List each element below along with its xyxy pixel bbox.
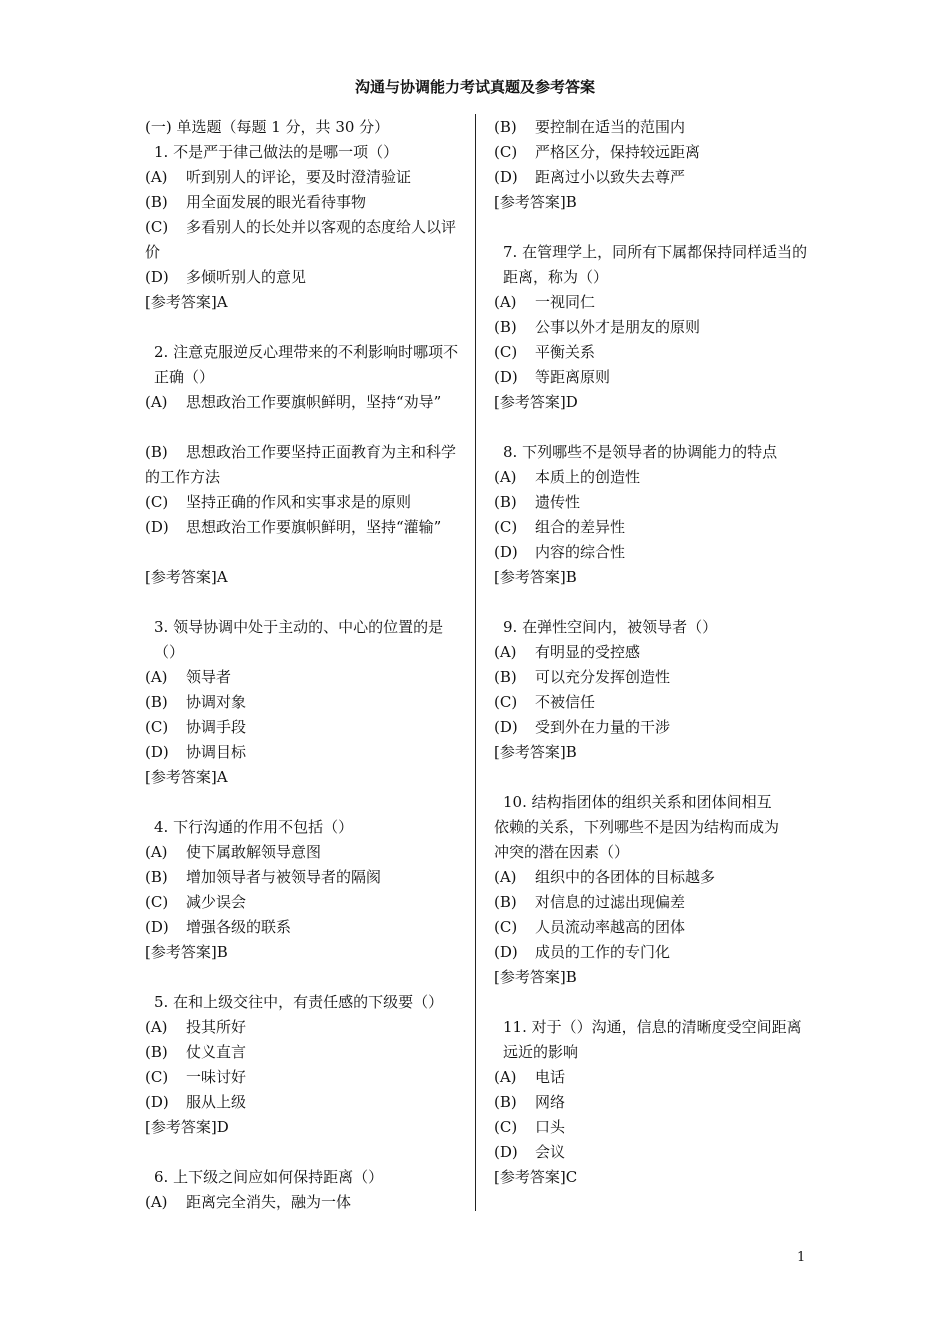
question-10	[494, 790, 812, 990]
right-column	[494, 115, 812, 1190]
option-text: 坚持正确的作风和实事求是的原则	[186, 493, 412, 511]
option-d	[145, 515, 463, 565]
answer-key: [参考答案]A	[145, 568, 228, 586]
option-label: (C)	[494, 693, 518, 711]
answer-key: [参考答案]B	[145, 943, 228, 961]
option-a	[145, 1015, 463, 1040]
option-text: 领导者	[186, 668, 232, 686]
option-text: 本质上的创造性	[535, 468, 641, 486]
answer-key: [参考答案]B	[494, 193, 577, 211]
option-label: (B)	[145, 693, 168, 711]
option-b	[494, 1090, 812, 1115]
answer-key: [参考答案]D	[145, 1118, 229, 1136]
option-c	[145, 715, 463, 740]
option-d	[494, 1140, 812, 1165]
question-stem: 冲突的潜在因素（）	[494, 843, 630, 861]
option-text: 一味讨好	[186, 1068, 247, 1086]
option-c	[494, 515, 812, 540]
question-stem: 4. 下行沟通的作用不包括（）	[154, 818, 354, 836]
option-label: (C)	[494, 343, 518, 361]
option-text: 电话	[535, 1068, 566, 1086]
option-a	[494, 465, 812, 490]
option-text: 网络	[535, 1093, 566, 1111]
question-stem: 5. 在和上级交往中，有责任感的下级要（）	[154, 993, 444, 1011]
option-c	[494, 140, 812, 165]
option-label: (C)	[145, 1068, 169, 1086]
option-label: (C)	[145, 718, 169, 736]
option-d	[145, 265, 463, 290]
question-1	[145, 140, 463, 315]
answer-key: [参考答案]C	[494, 1168, 578, 1186]
option-text: 受到外在力量的干涉	[535, 718, 671, 736]
option-d	[145, 740, 463, 765]
option-b	[145, 440, 463, 490]
option-d	[145, 1090, 463, 1115]
option-label: (A)	[494, 468, 517, 486]
option-text: 要控制在适当的范围内	[535, 118, 686, 136]
option-text: 内容的综合性	[535, 543, 626, 561]
option-text: 可以充分发挥创造性	[535, 668, 671, 686]
option-label: (D)	[145, 518, 169, 536]
option-text: 增加领导者与被领导者的隔阂	[186, 868, 382, 886]
question-stem: 依赖的关系，下列哪些不是因为结构而成为	[494, 818, 780, 836]
section-heading: (一) 单选题（每题 1 分，共 30 分）	[145, 118, 390, 136]
option-label: (A)	[145, 1193, 168, 1211]
column-divider	[475, 114, 476, 1211]
option-label: (B)	[494, 893, 517, 911]
option-label: (D)	[145, 1093, 169, 1111]
option-text: 使下属敢解领导意图	[186, 843, 322, 861]
answer-key: [参考答案]B	[494, 968, 577, 986]
option-a	[145, 665, 463, 690]
option-text: 公事以外才是朋友的原则	[535, 318, 701, 336]
option-b	[494, 490, 812, 515]
option-text: 多倾听别人的意见	[186, 268, 307, 286]
option-d	[494, 940, 812, 965]
answer-key: [参考答案]A	[145, 768, 228, 786]
option-label: (D)	[494, 1143, 518, 1161]
option-text: 服从上级	[186, 1093, 247, 1111]
option-text: 思想政治工作要旗帜鲜明，坚持“灌输”	[186, 518, 442, 536]
option-label: (B)	[145, 193, 168, 211]
option-c	[494, 915, 812, 940]
option-label: (B)	[494, 493, 517, 511]
option-text: 人员流动率越高的团体	[535, 918, 686, 936]
page-number: 1	[797, 1250, 806, 1265]
option-label: (C)	[494, 918, 518, 936]
option-text: 协调目标	[186, 743, 247, 761]
option-text: 协调对象	[186, 693, 247, 711]
answer-key: [参考答案]B	[494, 743, 577, 761]
option-label: (D)	[494, 543, 518, 561]
option-text: 思想政治工作要旗帜鲜明，坚持“劝导”	[186, 393, 442, 411]
question-stem: 1. 不是严于律己做法的是哪一项（）	[154, 143, 399, 161]
option-label: (B)	[145, 443, 168, 461]
option-text: 会议	[535, 1143, 566, 1161]
option-b	[494, 315, 812, 340]
option-a	[494, 290, 812, 315]
option-d	[145, 915, 463, 940]
option-text: 用全面发展的眼光看待事物	[186, 193, 367, 211]
option-label: (A)	[145, 168, 168, 186]
option-text: 一视同仁	[535, 293, 596, 311]
option-a	[494, 1065, 812, 1090]
option-a	[145, 840, 463, 865]
option-label: (A)	[145, 843, 168, 861]
option-label: (B)	[494, 118, 517, 136]
option-c	[145, 1065, 463, 1090]
option-c	[494, 1115, 812, 1140]
option-text: 听到别人的评论，要及时澄清验证	[186, 168, 412, 186]
option-label: (A)	[494, 293, 517, 311]
option-b	[494, 665, 812, 690]
option-b	[145, 690, 463, 715]
option-a	[145, 390, 463, 440]
question-stem: 2. 注意克服逆反心理带来的不利影响时哪项不正确（）	[154, 343, 459, 386]
question-9	[494, 615, 812, 765]
option-a	[494, 865, 812, 890]
option-label: (B)	[494, 1093, 517, 1111]
option-label: (D)	[494, 718, 518, 736]
option-label: (D)	[494, 368, 518, 386]
option-label: (A)	[494, 1068, 517, 1086]
question-4	[145, 815, 463, 965]
option-d	[494, 540, 812, 565]
question-stem: 7. 在管理学上，同所有下属都保持同样适当的距离，称为（）	[503, 243, 808, 286]
option-label: (C)	[145, 493, 169, 511]
option-text: 等距离原则	[535, 368, 611, 386]
option-d	[494, 165, 812, 190]
option-label: (B)	[145, 1043, 168, 1061]
question-5	[145, 990, 463, 1140]
option-text: 投其所好	[186, 1018, 247, 1036]
option-text: 减少误会	[186, 893, 247, 911]
question-8	[494, 440, 812, 590]
option-label: (D)	[145, 268, 169, 286]
option-b	[494, 890, 812, 915]
option-text: 组合的差异性	[535, 518, 626, 536]
option-text: 距离完全消失，融为一体	[186, 1193, 352, 1211]
option-c	[145, 490, 463, 515]
answer-key: [参考答案]A	[145, 293, 228, 311]
question-stem: 10. 结构指团体的组织关系和团体间相互	[503, 793, 772, 811]
option-b	[494, 115, 812, 140]
option-d	[494, 715, 812, 740]
option-text: 有明显的受控感	[535, 643, 641, 661]
option-text: 组织中的各团体的目标越多	[535, 868, 716, 886]
option-b	[145, 190, 463, 215]
option-label: (D)	[494, 943, 518, 961]
question-7	[494, 240, 812, 415]
option-a	[145, 1190, 463, 1215]
option-text: 增强各级的联系	[186, 918, 292, 936]
answer-key: [参考答案]D	[494, 393, 578, 411]
option-label: (C)	[494, 143, 518, 161]
option-label: (B)	[145, 868, 168, 886]
option-c	[145, 215, 463, 265]
option-label: (D)	[494, 168, 518, 186]
option-text: 对信息的过滤出现偏差	[535, 893, 686, 911]
option-label: (C)	[145, 218, 169, 236]
question-2	[145, 340, 463, 590]
option-c	[494, 690, 812, 715]
option-text: 不被信任	[535, 693, 596, 711]
answer-key: [参考答案]B	[494, 568, 577, 586]
question-11	[494, 1015, 812, 1190]
option-text: 协调手段	[186, 718, 247, 736]
option-label: (B)	[494, 668, 517, 686]
option-text: 口头	[535, 1118, 566, 1136]
left-column	[145, 115, 463, 1215]
option-b	[145, 1040, 463, 1065]
option-label: (B)	[494, 318, 517, 336]
option-label: (A)	[494, 868, 517, 886]
option-a	[494, 640, 812, 665]
option-label: (D)	[145, 743, 169, 761]
option-text: 平衡关系	[535, 343, 596, 361]
option-label: (A)	[145, 1018, 168, 1036]
question-6-continued	[494, 115, 812, 215]
option-a	[145, 165, 463, 190]
option-text: 成员的工作的专门化	[535, 943, 671, 961]
option-text: 距离过小以致失去尊严	[535, 168, 686, 186]
option-label: (C)	[145, 893, 169, 911]
option-c	[494, 340, 812, 365]
option-label: (C)	[494, 518, 518, 536]
question-stem: 9. 在弹性空间内，被领导者（）	[503, 618, 718, 636]
option-c	[145, 890, 463, 915]
option-label: (A)	[494, 643, 517, 661]
option-text: 严格区分，保持较远距离	[535, 143, 701, 161]
question-6	[145, 1165, 463, 1215]
option-label: (D)	[145, 918, 169, 936]
question-3	[145, 615, 463, 790]
option-label: (A)	[145, 668, 168, 686]
option-text: 思想政治工作要坚持正面教育为主和科学的工作方法	[145, 443, 457, 486]
document-title: 沟通与协调能力考试真题及参考答案	[354, 78, 595, 96]
option-b	[145, 865, 463, 890]
question-stem: 11. 对于（）沟通，信息的清晰度受空间距离远近的影响	[503, 1018, 802, 1061]
question-stem: 8. 下列哪些不是领导者的协调能力的特点	[503, 443, 778, 461]
question-stem: 6. 上下级之间应如何保持距离（）	[154, 1168, 384, 1186]
option-text: 多看别人的长处并以客观的态度给人以评价	[145, 218, 457, 261]
option-label: (A)	[145, 393, 168, 411]
question-stem: 3. 领导协调中处于主动的、中心的位置的是（）	[154, 618, 444, 661]
option-text: 仗义直言	[186, 1043, 247, 1061]
option-label: (C)	[494, 1118, 518, 1136]
option-d	[494, 365, 812, 390]
option-text: 遗传性	[535, 493, 581, 511]
